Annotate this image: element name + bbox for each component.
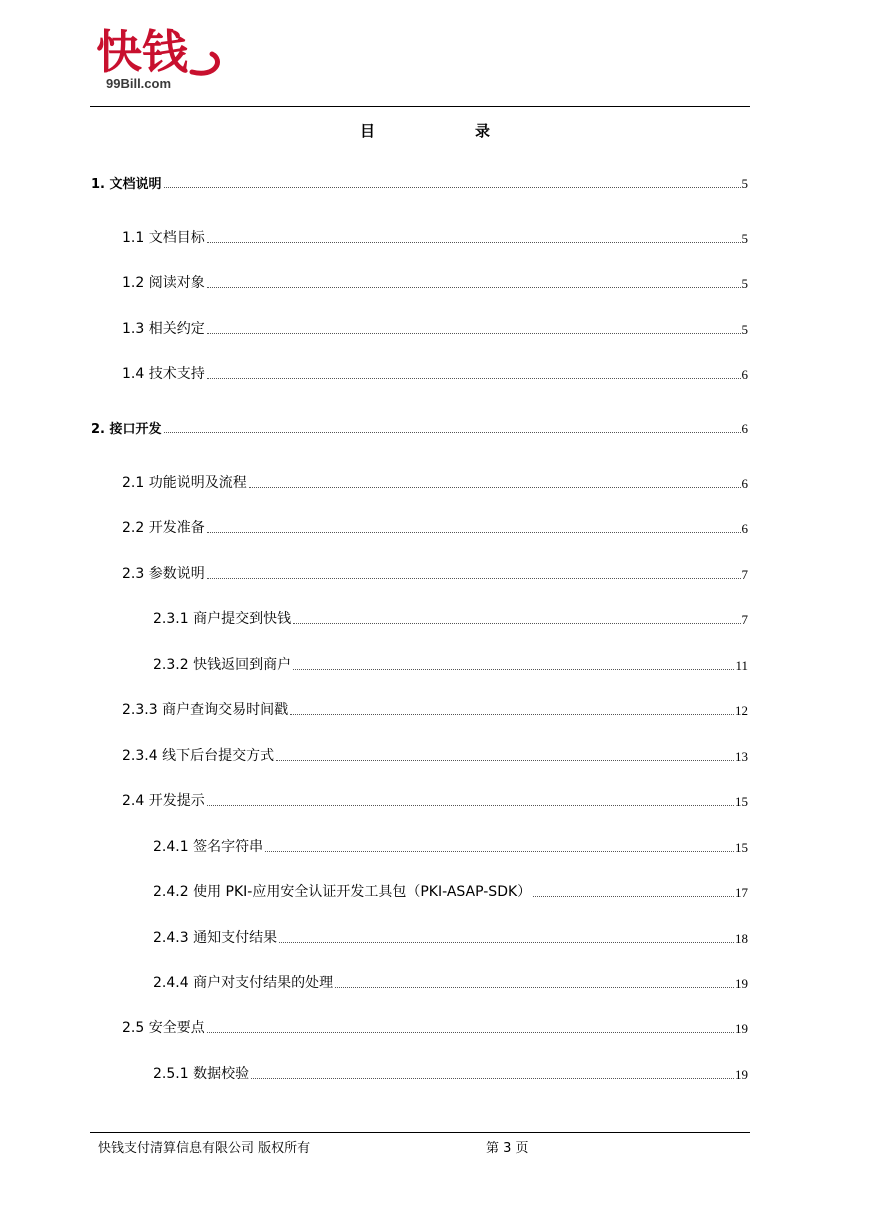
toc-entry-page: 18 xyxy=(735,931,748,946)
toc-dot-leader xyxy=(207,531,741,533)
toc-entry[interactable] xyxy=(122,519,748,537)
toc-entry-label: 2.4.2 使用 PKI-应用安全认证开发工具包（PKI-ASAP-SDK） xyxy=(153,884,532,900)
toc-entry[interactable] xyxy=(122,474,748,492)
toc-entry-page: 19 xyxy=(735,1067,748,1082)
toc-dot-leader xyxy=(207,332,741,334)
toc-entry[interactable] xyxy=(153,929,748,947)
toc-heading-left: 目 xyxy=(360,122,376,140)
toc-entry-page: 6 xyxy=(741,521,748,536)
toc-entry[interactable] xyxy=(122,229,748,247)
toc-entry-page: 5 xyxy=(741,322,748,337)
toc-entry[interactable] xyxy=(153,656,748,674)
toc-entry-page: 5 xyxy=(741,276,748,291)
logo-wordmark: 快钱 xyxy=(96,25,188,79)
toc-entry[interactable] xyxy=(91,419,748,437)
toc-entry-page: 11 xyxy=(735,658,748,673)
toc-entry[interactable] xyxy=(122,274,748,292)
toc-entry[interactable] xyxy=(153,974,748,992)
toc-entry-page: 15 xyxy=(735,840,748,855)
toc-entry[interactable] xyxy=(91,174,748,192)
footer-copyright: 快钱支付清算信息有限公司 版权所有 xyxy=(98,1141,311,1156)
toc-dot-leader xyxy=(249,486,741,488)
toc-heading xyxy=(360,120,490,141)
toc-dot-leader xyxy=(293,668,734,670)
toc-entry[interactable] xyxy=(122,365,748,383)
footer-page-number: 第 3 页 xyxy=(486,1141,529,1156)
toc-entry-page: 19 xyxy=(735,1021,748,1036)
toc-entry-label: 2.3.4 线下后台提交方式 xyxy=(122,748,275,764)
toc-entry-page: 7 xyxy=(741,612,748,627)
toc-entry-label: 2.3.3 商户查询交易时间戳 xyxy=(122,702,289,718)
toc-heading-right: 录 xyxy=(474,122,490,140)
toc-entry[interactable] xyxy=(122,320,748,338)
toc-dot-leader xyxy=(207,241,741,243)
toc-entry-label: 2.4 开发提示 xyxy=(122,793,205,809)
toc-dot-leader xyxy=(293,622,740,624)
toc-dot-leader xyxy=(207,804,734,806)
toc-entry-label: 2.5.1 数据校验 xyxy=(153,1066,250,1082)
logo-domain-text: 99Bill.com xyxy=(106,76,172,91)
toc-dot-leader xyxy=(207,286,741,288)
toc-entry-label: 1.2 阅读对象 xyxy=(122,275,205,291)
toc-entry-label: 2.4.1 签名字符串 xyxy=(153,839,264,855)
toc-entry[interactable] xyxy=(122,747,748,765)
company-logo xyxy=(96,20,226,96)
toc-entry-label: 1.1 文档目标 xyxy=(122,230,205,246)
toc-dot-leader xyxy=(207,577,741,579)
toc-entry-label: 1.4 技术支持 xyxy=(122,366,205,382)
toc-entry-label: 2. 接口开发 xyxy=(91,422,162,437)
toc-dot-leader xyxy=(164,186,741,188)
toc-dot-leader xyxy=(207,1031,734,1033)
toc-entry-label: 2.1 功能说明及流程 xyxy=(122,475,247,491)
toc-dot-leader xyxy=(335,986,734,988)
toc-dot-leader xyxy=(164,431,741,433)
toc-entry[interactable] xyxy=(122,565,748,583)
toc-entry[interactable] xyxy=(122,1019,748,1037)
toc-entry-page: 19 xyxy=(735,976,748,991)
toc-dot-leader xyxy=(533,895,734,897)
toc-entry[interactable] xyxy=(153,1065,748,1083)
toc-entry-page: 6 xyxy=(741,367,748,382)
toc-entry[interactable] xyxy=(122,701,748,719)
toc-entry-label: 2.4.3 通知支付结果 xyxy=(153,930,278,946)
toc-dot-leader xyxy=(265,850,734,852)
toc-entry-page: 5 xyxy=(741,176,748,191)
toc-entry-page: 6 xyxy=(741,476,748,491)
toc-entry-page: 12 xyxy=(735,703,748,718)
toc-dot-leader xyxy=(276,759,734,761)
toc-entry[interactable] xyxy=(153,610,748,628)
toc-entry-label: 1. 文档说明 xyxy=(91,177,162,192)
header-divider xyxy=(90,106,750,107)
toc-entry-label: 2.2 开发准备 xyxy=(122,520,205,536)
toc-entry-page: 6 xyxy=(741,421,748,436)
toc-entry-page: 7 xyxy=(741,567,748,582)
toc-entry[interactable] xyxy=(153,838,748,856)
toc-entry-label: 2.3 参数说明 xyxy=(122,566,205,582)
logo-mark-icon xyxy=(96,20,226,80)
toc-entry[interactable] xyxy=(122,792,748,810)
toc-entry-label: 2.5 安全要点 xyxy=(122,1020,205,1036)
toc-dot-leader xyxy=(279,941,734,943)
toc-dot-leader xyxy=(290,713,734,715)
toc-entry-label: 2.3.1 商户提交到快钱 xyxy=(153,611,292,627)
toc-entry-page: 15 xyxy=(735,794,748,809)
toc-entry-label: 1.3 相关约定 xyxy=(122,321,205,337)
toc-entry-page: 5 xyxy=(741,231,748,246)
toc-entry-page: 13 xyxy=(735,749,748,764)
toc-entry-label: 2.3.2 快钱返回到商户 xyxy=(153,657,292,673)
toc-entry-page: 17 xyxy=(735,885,748,900)
footer-divider xyxy=(90,1132,750,1133)
toc-entry[interactable] xyxy=(153,883,748,901)
toc-entry-label: 2.4.4 商户对支付结果的处理 xyxy=(153,975,334,991)
toc-dot-leader xyxy=(207,377,741,379)
toc-dot-leader xyxy=(251,1077,734,1079)
